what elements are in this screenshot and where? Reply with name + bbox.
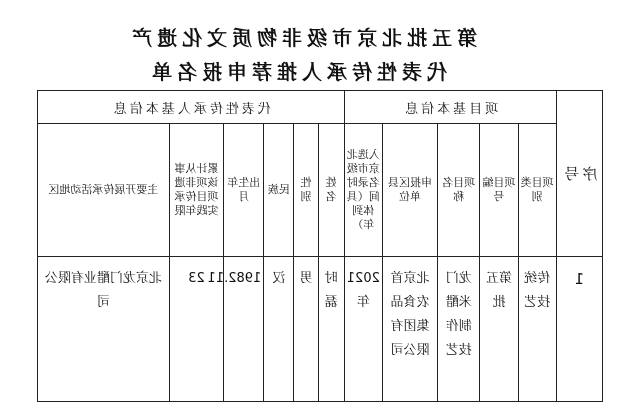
column-header-birth: 出生年月 xyxy=(224,124,264,257)
nominee-table xyxy=(37,90,603,402)
cell-birth: 1982.11 xyxy=(224,257,264,402)
group-person-header: 代表性传承人基本信息 xyxy=(38,91,345,124)
column-header-gender: 性别 xyxy=(294,124,318,257)
cell-category: 传统技艺 xyxy=(518,257,556,402)
cell-unit: 北京首农食品集团有限公司 xyxy=(382,257,437,402)
column-header-years: 累计从事该项非遗项目传承实践年限 xyxy=(169,124,223,257)
cell-code: 第五批 xyxy=(480,257,518,402)
column-header-name: 姓名 xyxy=(318,124,344,257)
column-header-unit: 申报区县单位 xyxy=(382,124,437,257)
cell-region: 北京龙门醋业有限公司 xyxy=(38,257,170,402)
column-header-category: 项目类别 xyxy=(518,124,556,257)
cell-name: 时磊 xyxy=(318,257,344,402)
cell-project: 龙门米醋制作技艺 xyxy=(438,257,480,402)
group-header-row xyxy=(38,91,603,124)
column-header-row xyxy=(38,124,603,257)
seq-header: 序号 xyxy=(556,91,602,257)
cell-year: 2021年 xyxy=(344,257,382,402)
document-title-line-1: 第五批北京市级非物质文化遗产 xyxy=(127,26,477,50)
column-header-region: 主要开展传承活动地区 xyxy=(38,124,170,257)
table-row xyxy=(38,257,603,402)
group-project-header: 项目基本信息 xyxy=(344,91,556,124)
column-header-code: 项目编号 xyxy=(480,124,518,257)
column-header-ethnicity: 民族 xyxy=(264,124,294,257)
column-header-year: 入选北京市级名录时间（具体到年） xyxy=(344,124,382,257)
cell-gender: 男 xyxy=(294,257,318,402)
document-title-line-2: 代表性传承人推荐申报名单 xyxy=(147,60,447,84)
column-header-project: 项目名称 xyxy=(438,124,480,257)
cell-seq: 1 xyxy=(556,257,602,402)
cell-years: 23 xyxy=(169,257,223,402)
cell-ethnicity: 汉 xyxy=(264,257,294,402)
